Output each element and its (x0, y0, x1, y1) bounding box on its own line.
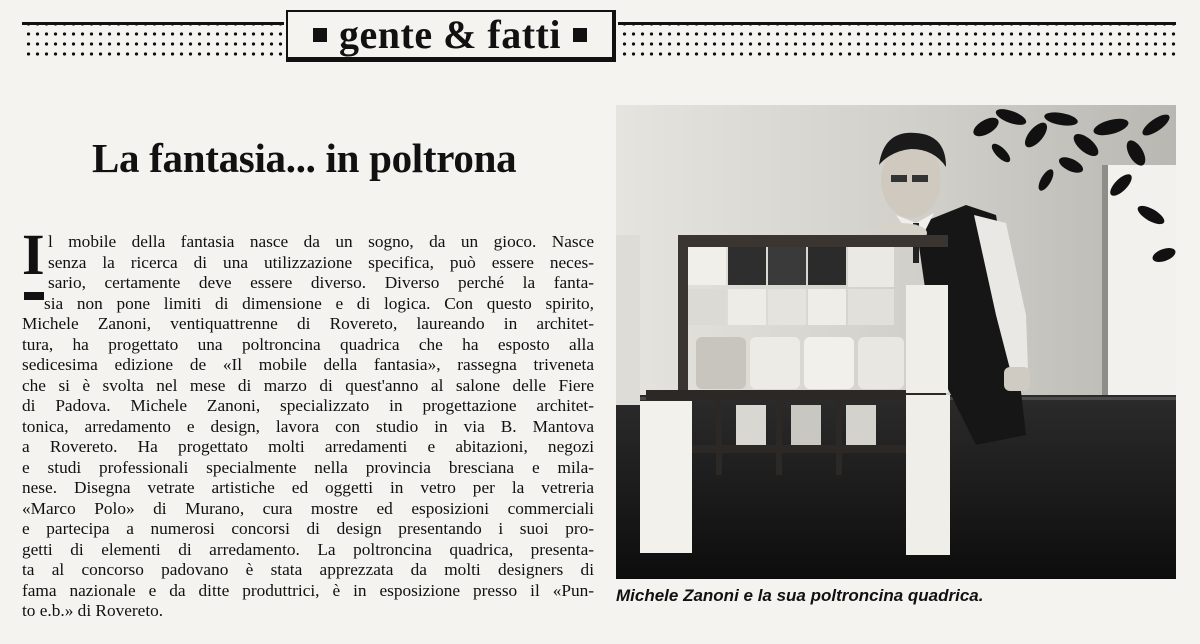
body-line: «Marco Polo» di Murano, cura mostre ed esposizioni commerciali (22, 498, 594, 518)
body-line: di Padova. Michele Zanoni, specializzato in progettazione architet- (22, 396, 594, 415)
body-line: sario, certamente deve essere diverso. Diverso perché la fanta- (48, 273, 594, 292)
body-line: fama nazionale e da ditte produttrici, è in esposizione presso il «Pun- (22, 580, 594, 600)
drop-cap-letter: I (22, 222, 45, 287)
header-dotted-rule-left (22, 22, 284, 59)
body-line: che si è svolta nel mese di marzo di quest'anno al salone delle Fiere (22, 375, 594, 395)
body-line: to e.b.» di Rovereto. (22, 601, 164, 620)
body-line: ta al concorso padovano è stata apprezzata da molti designers di (22, 560, 594, 579)
square-bullet-icon (573, 28, 587, 42)
body-line: tura, ha progettato una poltroncina quadrica che ha esposto alla (22, 334, 594, 354)
photo-caption: Michele Zanoni e la sua poltroncina quadrica. (616, 586, 984, 605)
article-body (22, 232, 594, 622)
square-bullet-icon (313, 28, 327, 42)
article-photo (616, 105, 1176, 579)
article-headline: La fantasia... in poltrona (92, 135, 517, 181)
body-line: e partecipa a numerosi concorsi di design presentando i suoi pro- (22, 519, 594, 538)
section-rubric (286, 10, 616, 62)
body-line: nese. Disegna vetrate artistiche ed oggetti in vetro per la vetreria (22, 478, 594, 497)
body-line: e studi professionali specialmente nella provincia bresciana e mila- (22, 457, 594, 477)
body-line: tonica, arredamento e design, lavora con studio in via B. Mantova (22, 416, 594, 436)
body-line: a Rovereto. Ha progettato molti arredamenti e abitazioni, negozi (22, 437, 594, 456)
section-title: gente & fatti (339, 11, 561, 57)
body-line: senza la ricerca di una utilizzazione specifica, può essere neces- (48, 252, 594, 272)
body-line: getti di elementi di arredamento. La poltroncina quadrica, presenta- (22, 539, 594, 559)
body-line: sia non pone limiti di dimensione e di logica. Con questo spirito, (44, 293, 594, 313)
photo-illustration (616, 105, 1176, 579)
header-dotted-rule-right (618, 22, 1176, 59)
body-line: sedicesima edizione de «Il mobile della fantasia», rassegna triveneta (22, 355, 594, 374)
body-line: l mobile della fantasia nasce da un sogno, da un gioco. Nasce (48, 232, 594, 251)
body-line: Michele Zanoni, ventiquattrenne di Rovereto, laureando in architet- (22, 314, 594, 333)
